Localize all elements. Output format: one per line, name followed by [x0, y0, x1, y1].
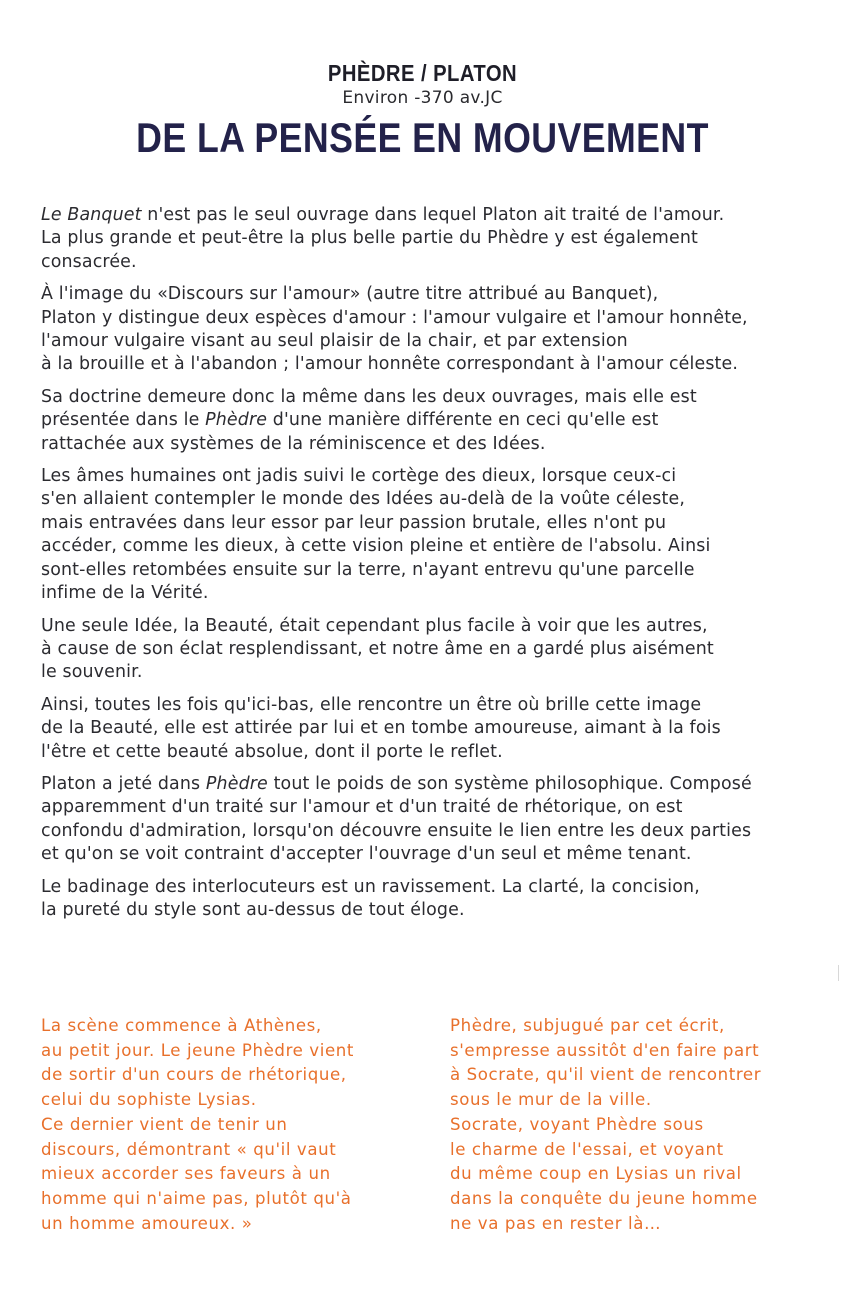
paragraph-3-text-a: Sa doctrine demeure donc la même dans les deux ouvrages, mais elle est présentée dans le [41, 386, 697, 431]
date-subtitle: Environ -370 av.JC [342, 88, 503, 108]
book-title-phedre: Phèdre [205, 410, 268, 431]
book-title-banquet: Le Banquet [41, 205, 142, 225]
paragraph-7 [41, 773, 816, 867]
paragraph-8: Le badinage des interlocuteurs est un ravissement. La clarté, la concision, la pureté du style sont au-dessus de tout éloge. [41, 876, 700, 920]
paragraph-4: Les âmes humaines ont jadis suivi le cortège des dieux, lorsque ceux-ci s'en allaient contempler le monde des Idées au-delà de la voûte céleste, mais entravées dans leur essor par leur passion brutale, elles n'ont pu accéder, comme les dieux, à cette vision pleine et entière de l'absolu. Ainsi sont-elles retombées ensuite sur la terre, n'ayant entrevu qu'une parcelle infime de la Vérité. [41, 466, 711, 604]
header [0, 58, 845, 162]
synopsis-left-column: La scène commence à Athènes, au petit jour. Le jeune Phèdre vient de sortir d'un cours de rhétorique, celui du sophiste Lysias. Ce dernier vient de tenir un discours, démontrant « qu'il vaut mieux accorder ses faveurs à un homme qui n'aime pas, plutôt qu'à un homme amoureux. » [41, 1016, 354, 1233]
paragraph-7-text-a: Platon a jeté dans [41, 773, 206, 794]
main-text [41, 204, 816, 931]
page-title: DE LA PENSÉE EN MOUVEMENT [136, 114, 709, 161]
scan-edge-mark [838, 965, 839, 981]
paragraph-3-text-b: d'une manière différente en ceci qu'elle est rattachée aux systèmes de la réminiscence et des Idées. [41, 410, 659, 454]
author-heading: PHÈDRE / PLATON [327, 60, 518, 86]
synopsis-right-column: Phèdre, subjugué par cet écrit, s'empresse aussitôt d'en faire part à Socrate, qu'il vient de rencontrer sous le mur de la ville. Socrate, voyant Phèdre sous le charme de l'essai, et voyant du même coup en Lysias un rival dans la conquête du jeune homme ne va pas en rester là… [450, 1016, 762, 1233]
paragraph-6: Ainsi, toutes les fois qu'ici-bas, elle rencontre un être où brille cette image de la Beauté, elle est attirée par lui et en tombe amoureuse, aimant à la fois l'être et cette beauté absolue, dont il porte le reflet. [41, 694, 721, 762]
paragraph-2: À l'image du «Discours sur l'amour» (autre titre attribué au Banquet), Platon y distingue deux espèces d'amour : l'amour vulgaire et l'amour honnête, l'amour vulgaire visant au seul plaisir de la chair, et par extension à la brouille et à l'abandon ; l'amour honnête correspondant à l'amour céleste. [41, 284, 748, 375]
paragraph-7-text-b: tout le poids de son système philosophique. Composé apparemment d'un traité sur l'amour et d'un traité de rhétorique, on est confondu d'admiration, lorsqu'on découvre ensuite le lien entre les deux parties et qu'on se voit contraint d'accepter l'ouvrage d'un seul et même tenant. [41, 773, 752, 865]
paragraph-1 [41, 204, 816, 274]
book-title-phedre: Phèdre [205, 773, 268, 794]
paragraph-3 [41, 386, 816, 456]
paragraph-5: Une seule Idée, la Beauté, était cependant plus facile à voir que les autres, à cause de son éclat resplendissant, et notre âme en a gardé plus aisément le souvenir. [41, 615, 714, 683]
paragraph-1-text: n'est pas le seul ouvrage dans lequel Platon ait traité de l'amour. La plus grande et peut-être la plus belle partie du Phèdre y est également consacrée. [41, 205, 725, 272]
